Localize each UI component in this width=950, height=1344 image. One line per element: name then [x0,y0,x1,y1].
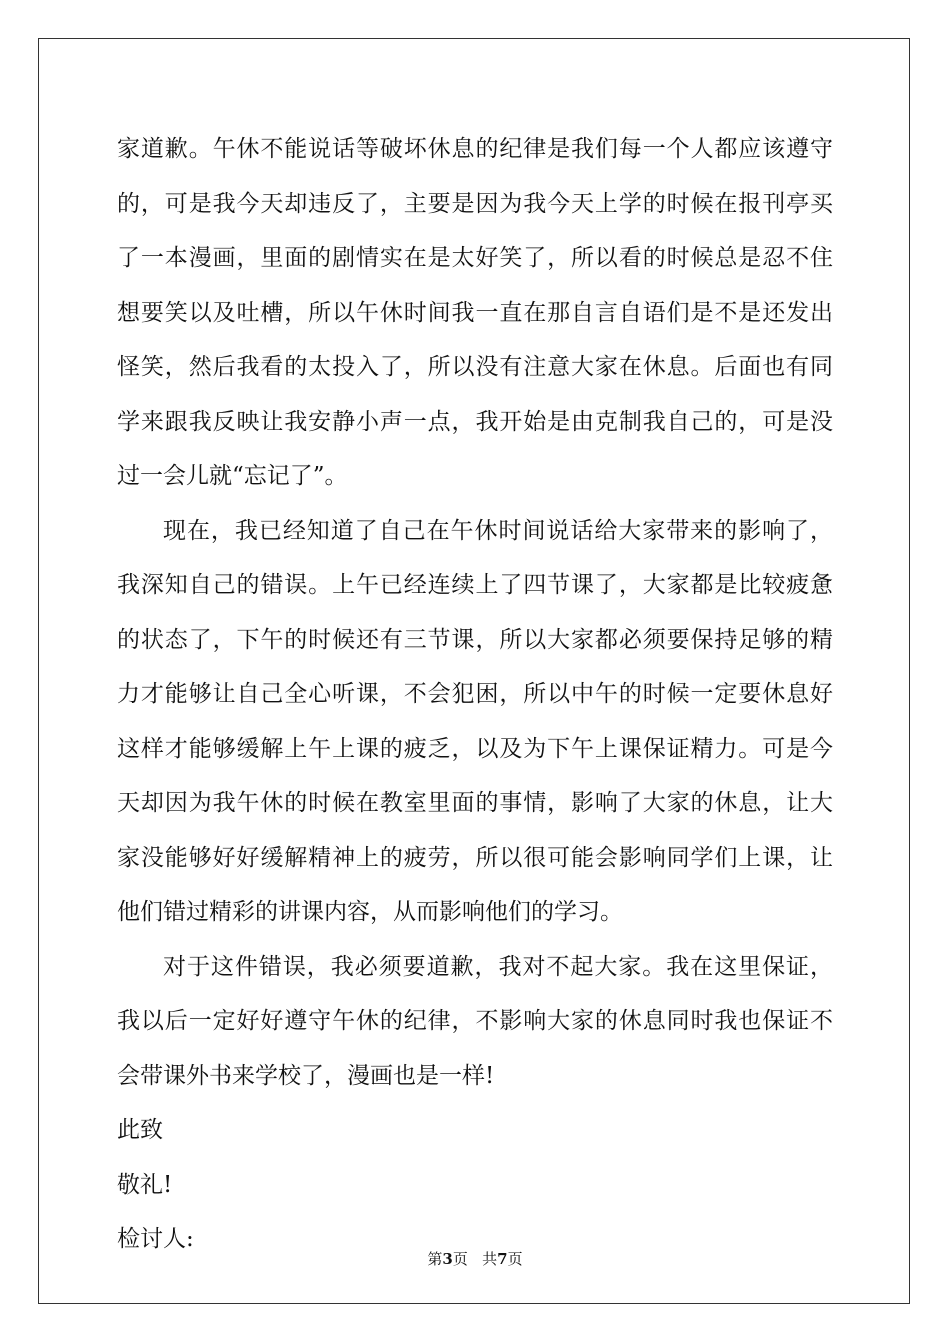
body-line: 了一本漫画，里面的剧情实在是太好笑了，所以看的时候总是忍不住 [117,245,833,271]
total-suffix: 页 [507,1250,523,1268]
body-line: 的状态了，下午的时候还有三节课，所以大家都必须要保持足够的精 [117,626,833,653]
paragraph-first-line: 现在，我已经知道了自己在午休时间说话给大家带来的影响了， [163,517,833,544]
body-line: 会带课外书来学校了，漫画也是一样! [117,1062,495,1089]
body-line: 怪笑，然后我看的太投入了，所以没有注意大家在休息。后面也有同 [117,354,833,380]
body-line: 天却因为我午休的时候在教室里面的事情，影响了大家的休息，让大 [117,790,833,816]
body-line: 想要笑以及吐槽，所以午休时间我一直在那自言自语们是不是还发出 [117,299,833,326]
body-line: 过一会儿就“忘记了”。 [117,463,348,489]
page-footer [0,1248,950,1269]
body-line: 学来跟我反映让我安静小声一点，我开始是由克制我自己的，可是没 [117,408,833,435]
total-pages: 7 [497,1250,508,1268]
page-prefix: 第 [427,1250,443,1268]
body-line: 家道歉。午休不能说话等破坏休息的纪律是我们每一个人都应该遵守 [117,136,833,162]
body-line: 家没能够好好缓解精神上的疲劳，所以很可能会影响同学们上课，让 [117,844,833,871]
body-line: 他们错过精彩的讲课内容，从而影响他们的学习。 [117,899,623,925]
body-line: 这样才能够缓解上午上课的疲乏，以及为下午上课保证精力。可是今 [117,735,833,762]
total-prefix: 共 [482,1250,498,1268]
page-suffix: 页 [452,1250,468,1268]
body-line: 我深知自己的错误。上午已经连续上了四节课了，大家都是比较疲惫 [117,572,833,598]
page-number: 3 [442,1250,453,1268]
closing-regards: 敬礼! [117,1171,173,1198]
body-line: 力才能够让自己全心听课，不会犯困，所以中午的时候一定要休息好 [117,681,833,707]
paragraph-first-line: 对于这件错误，我必须要道歉，我对不起大家。我在这里保证， [163,953,833,980]
signature-label: 检讨人: [117,1226,194,1252]
body-line: 我以后一定好好遵守午休的纪律，不影响大家的休息同时我也保证不 [117,1008,833,1034]
closing-salutation: 此致 [117,1117,163,1143]
document-body [117,122,833,1267]
body-line: 的，可是我今天却违反了，主要是因为我今天上学的时候在报刊亭买 [117,190,833,217]
